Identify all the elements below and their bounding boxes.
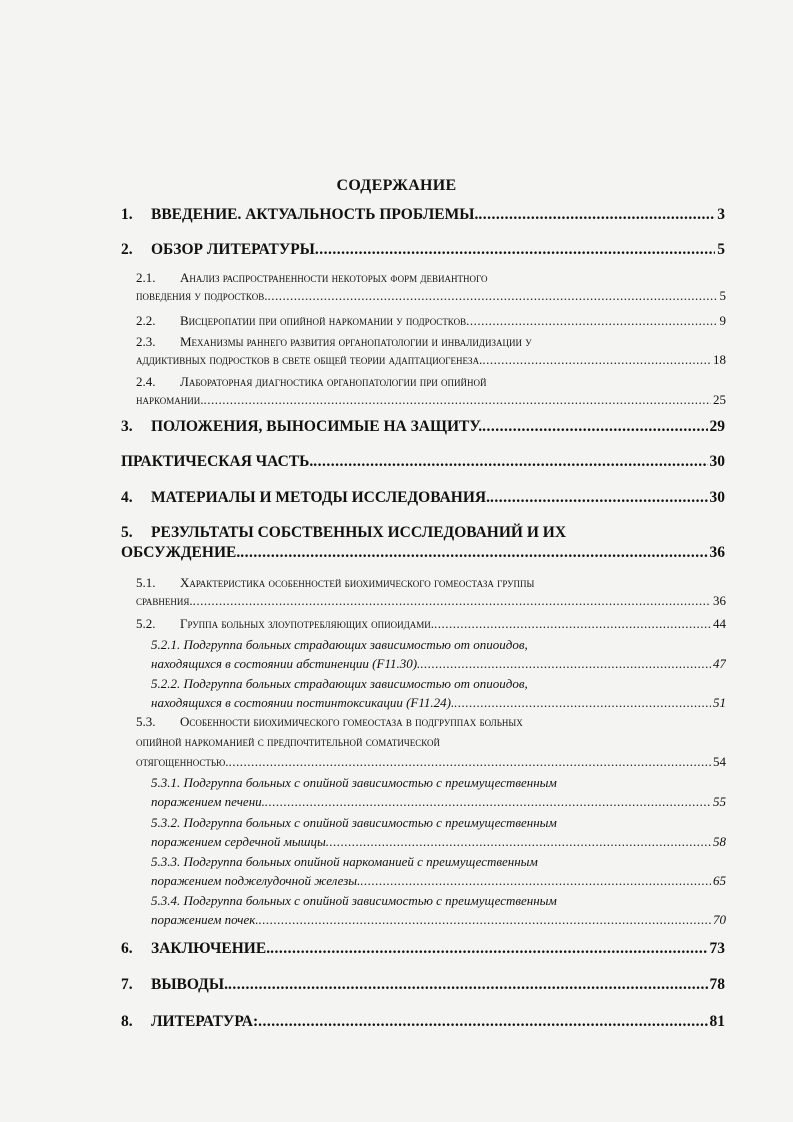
- entry-title-line2: поражением поджелудочной железы.: [151, 873, 361, 888]
- entry-title: ВВЕДЕНИЕ. АКТУАЛЬНОСТЬ ПРОБЛЕМЫ.: [151, 206, 479, 223]
- entry-page: 44: [713, 616, 726, 631]
- entry-number: 5.1.: [136, 575, 156, 590]
- entry-page: 25: [713, 392, 726, 407]
- entry-title-line1: Механизмы раннего развития органопатологии и инвалидизации у: [180, 334, 532, 349]
- entry-title-line3: отягощенностью.: [136, 754, 229, 769]
- toc-entry-2-1[interactable]: [136, 269, 726, 305]
- toc-entry-practical[interactable]: [121, 453, 725, 471]
- entry-title-line2: поражением сердечной мышцы: [151, 834, 326, 849]
- entry-title-line2: наркомании.: [136, 392, 204, 407]
- toc-entry-4[interactable]: [121, 489, 725, 507]
- entry-number: 2.3.: [136, 334, 156, 349]
- entry-page: 5: [719, 288, 726, 303]
- entry-page: 47: [713, 656, 726, 671]
- entry-title-line1: Характеристика особенностей биохимического гомеостаза группы: [180, 575, 535, 590]
- toc-entry-8[interactable]: [121, 1013, 725, 1031]
- toc-entry-2-3[interactable]: [136, 333, 726, 369]
- toc-entry-2[interactable]: [121, 241, 725, 259]
- entry-title-line1: Особенности биохимического гомеостаза в подгруппах больных: [180, 714, 523, 729]
- toc-entry-5-2-2[interactable]: [151, 674, 726, 712]
- toc-entry-6[interactable]: [121, 940, 725, 958]
- entry-title-line2: находящихся в состоянии абстиненции (F11.30).: [151, 656, 421, 671]
- entry-title-line1: Лабораторная диагностика органопатологии при опийной: [180, 374, 487, 389]
- toc-entry-5[interactable]: [121, 524, 725, 562]
- entry-title-line2: поражением почек.: [151, 912, 259, 927]
- entry-title-line2: поведения у подростков.: [136, 288, 268, 303]
- entry-number: 5.: [121, 524, 133, 541]
- entry-number: 3.: [121, 418, 133, 435]
- entry-number: 2.: [121, 241, 133, 258]
- entry-number: 2.1.: [136, 270, 156, 285]
- entry-title-line2: аддиктивных подростков в свете общей теории адаптациогенеза.: [136, 352, 483, 367]
- entry-title: ЛИТЕРАТУРА:: [151, 1013, 259, 1030]
- entry-page: 73: [709, 940, 725, 957]
- entry-title: ПРАКТИЧЕСКАЯ ЧАСТЬ.: [121, 453, 314, 470]
- entry-number: 2.2.: [136, 313, 156, 328]
- entry-number: 5.3.: [136, 714, 156, 729]
- entry-number: 2.4.: [136, 374, 156, 389]
- toc-entry-5-3-4[interactable]: [151, 891, 726, 929]
- entry-number: 4.: [121, 489, 133, 506]
- entry-page: 55: [713, 794, 726, 809]
- toc-entry-5-3-1[interactable]: [151, 773, 726, 811]
- toc-entry-5-1[interactable]: [136, 574, 726, 610]
- entry-title-line1: 5.3.2. Подгруппа больных с опийной зависимостью с преимущественным: [151, 815, 557, 830]
- entry-page: 81: [709, 1013, 725, 1030]
- entry-page: 70: [713, 912, 726, 927]
- entry-page: 5: [717, 241, 725, 258]
- toc-entry-3[interactable]: [121, 418, 725, 436]
- entry-title-line2: находящихся в состоянии постинтоксикации (F11.24).: [151, 695, 455, 710]
- entry-number: 1.: [121, 206, 133, 223]
- entry-title: Группа больных злоупотребляющих опиоидами.: [180, 616, 435, 631]
- entry-title-line2: ОБСУЖДЕНИЕ.: [121, 544, 241, 561]
- entry-title-line2: сравнения.: [136, 593, 193, 608]
- entry-title: ЗАКЛЮЧЕНИЕ.: [151, 940, 271, 957]
- entry-title: Висцеропатии при опийной наркомании у подростков: [180, 313, 467, 328]
- entry-page: 51: [713, 695, 726, 710]
- entry-title-line2: опийной наркоманией с предпочтительной соматической: [136, 734, 441, 749]
- toc-entry-5-3-3[interactable]: [151, 852, 726, 890]
- entry-title: ВЫВОДЫ.: [151, 976, 228, 993]
- toc-entry-5-3-2[interactable]: [151, 813, 726, 851]
- entry-title-line1: 5.2.1. Подгруппа больных страдающих зависимостью от опиоидов,: [151, 637, 528, 652]
- entry-page: 18: [713, 352, 726, 367]
- entry-title-line2: поражением печени.: [151, 794, 265, 809]
- entry-page: 3: [717, 206, 725, 223]
- toc-entry-2-4[interactable]: [136, 373, 726, 409]
- toc-entry-1[interactable]: [121, 206, 725, 224]
- entry-number: 8.: [121, 1013, 133, 1030]
- entry-title-line1: 5.3.1. Подгруппа больных с опийной зависимостью с преимущественным: [151, 775, 557, 790]
- entry-page: 78: [709, 976, 725, 993]
- entry-title: МАТЕРИАЛЫ И МЕТОДЫ ИССЛЕДОВАНИЯ.: [151, 489, 490, 506]
- entry-page: 29: [709, 418, 725, 435]
- entry-title: ОБЗОР ЛИТЕРАТУРЫ: [151, 241, 315, 258]
- entry-page: 9: [719, 313, 726, 328]
- entry-title-line1: 5.2.2. Подгруппа больных страдающих зависимостью от опиоидов,: [151, 676, 528, 691]
- toc-entry-5-2[interactable]: [136, 615, 726, 633]
- entry-page: 58: [713, 834, 726, 849]
- entry-page: 65: [713, 873, 726, 888]
- entry-title-line1: Анализ распространенности некоторых форм девиантного: [180, 270, 488, 285]
- entry-page: 30: [709, 453, 725, 470]
- entry-page: 36: [709, 544, 725, 561]
- page-title: СОДЕРЖАНИЕ: [336, 177, 457, 194]
- entry-title-line1: РЕЗУЛЬТАТЫ СОБСТВЕННЫХ ИССЛЕДОВАНИЙ И ИХ: [151, 524, 567, 541]
- entry-title-line1: 5.3.4. Подгруппа больных с опийной зависимостью с преимущественным: [151, 893, 557, 908]
- entry-number: 5.2.: [136, 616, 156, 631]
- toc-entry-5-3[interactable]: [136, 713, 726, 771]
- entry-number: 6.: [121, 940, 133, 957]
- entry-number: 7.: [121, 976, 133, 993]
- entry-page: 36: [713, 593, 726, 608]
- entry-page: 54: [713, 754, 726, 769]
- entry-title: ПОЛОЖЕНИЯ, ВЫНОСИМЫЕ НА ЗАЩИТУ.: [151, 418, 483, 435]
- toc-entry-7[interactable]: [121, 976, 725, 994]
- toc-entry-5-2-1[interactable]: [151, 635, 726, 673]
- toc-entry-2-2[interactable]: [136, 312, 726, 330]
- entry-title-line1: 5.3.3. Подгруппа больных опийной наркоманией с преимущественным: [151, 854, 538, 869]
- entry-page: 30: [709, 489, 725, 506]
